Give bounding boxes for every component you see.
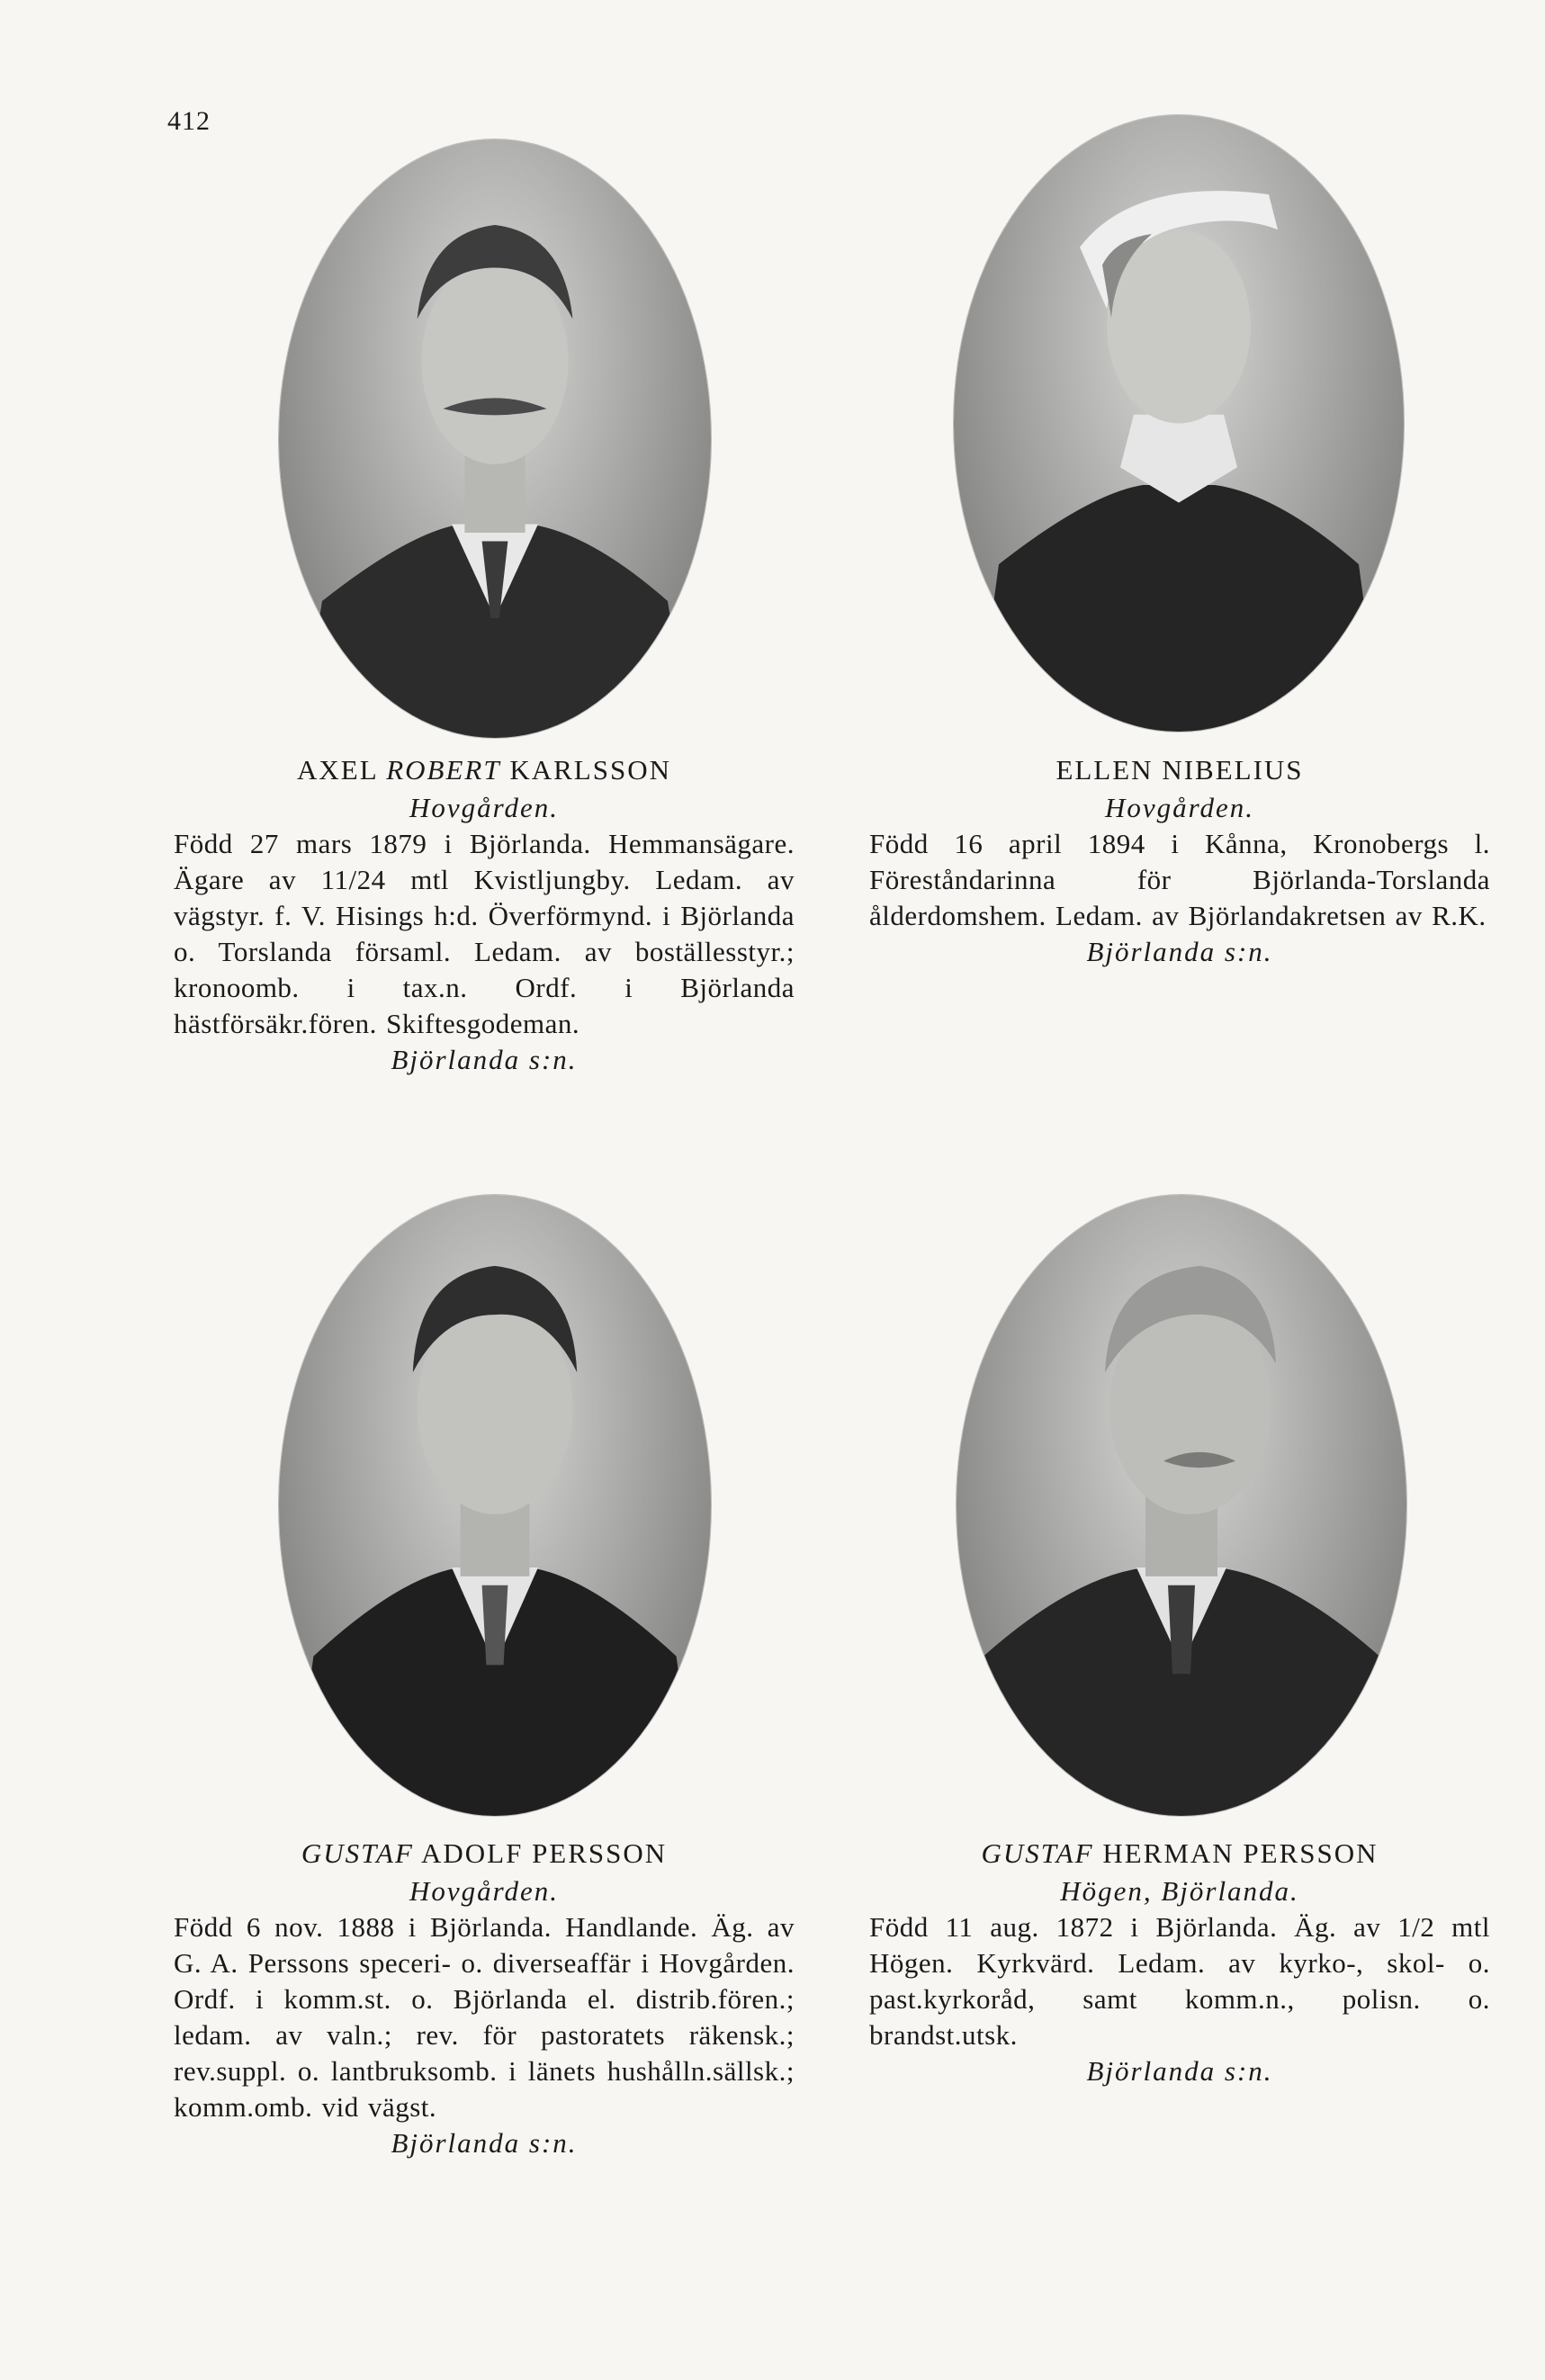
person-name: AXEL ROBERT KARLSSON	[296, 754, 672, 786]
parish-signature: Björlanda s:n.	[391, 2127, 578, 2159]
caption-axel-karlsson	[174, 752, 795, 1078]
portrait-photo-gustaf-adolf-persson	[279, 1195, 711, 1816]
page-number: 412	[167, 106, 211, 136]
parish-signature: Björlanda s:n.	[1086, 936, 1273, 967]
biography-text: Född 16 april 1894 i Kånna, Kronobergs l. Föreståndarinna för Björlanda-Torslanda ålderdomshem. Ledam. av Björlandakretsen av R.K.	[869, 828, 1490, 931]
parish-signature: Björlanda s:n.	[1086, 2055, 1273, 2087]
person-name: GUSTAF ADOLF PERSSON	[301, 1837, 668, 1869]
residence: Hovgården.	[409, 792, 560, 823]
caption-ellen-nibelius	[869, 752, 1490, 970]
portrait-photo-ellen-nibelius	[954, 115, 1404, 732]
residence: Hovgården.	[409, 1875, 560, 1907]
person-name: GUSTAF HERMAN PERSSON	[981, 1837, 1379, 1869]
caption-gustaf-herman-persson	[869, 1836, 1490, 2089]
residence: Hovgården.	[1104, 792, 1255, 823]
biography-text: Född 11 aug. 1872 i Björlanda. Äg. av 1/2 mtl Högen. Kyrkvärd. Ledam. av kyrko-, skol- o. past.kyrkoråd, samt komm.n., polisn. o. brandst.utsk.	[869, 1911, 1490, 2051]
person-name: ELLEN NIBELIUS	[1055, 754, 1304, 786]
portrait-photo-axel-karlsson	[279, 139, 711, 738]
portrait-photo-gustaf-herman-persson	[957, 1195, 1406, 1816]
parish-signature: Björlanda s:n.	[391, 1044, 578, 1075]
biography-text: Född 6 nov. 1888 i Björlanda. Handlande. Äg. av G. A. Perssons speceri- o. diverseaffär i Hovgården. Ordf. i komm.st. o. Björlanda el. distrib.fören.; ledam. av valn.; rev. för pastoratets räkensk.; rev.suppl. o. lantbruksomb. i länets hushålln.sällsk.; komm.omb. vid vägst.	[174, 1911, 795, 2123]
caption-gustaf-adolf-persson	[174, 1836, 795, 2161]
residence: Högen, Björlanda.	[1060, 1875, 1299, 1907]
biography-text: Född 27 mars 1879 i Björlanda. Hemmansägare. Ägare av 11/24 mtl Kvistljungby. Ledam. av vägstyr. f. V. Hisings h:d. Överförmynd. i Björlanda o. Torslanda församl. Ledam. av boställesstyr.; kronoomb. i tax.n. Ordf. i Björlanda hästförsäkr.fören. Skiftesgodeman.	[174, 828, 795, 1039]
